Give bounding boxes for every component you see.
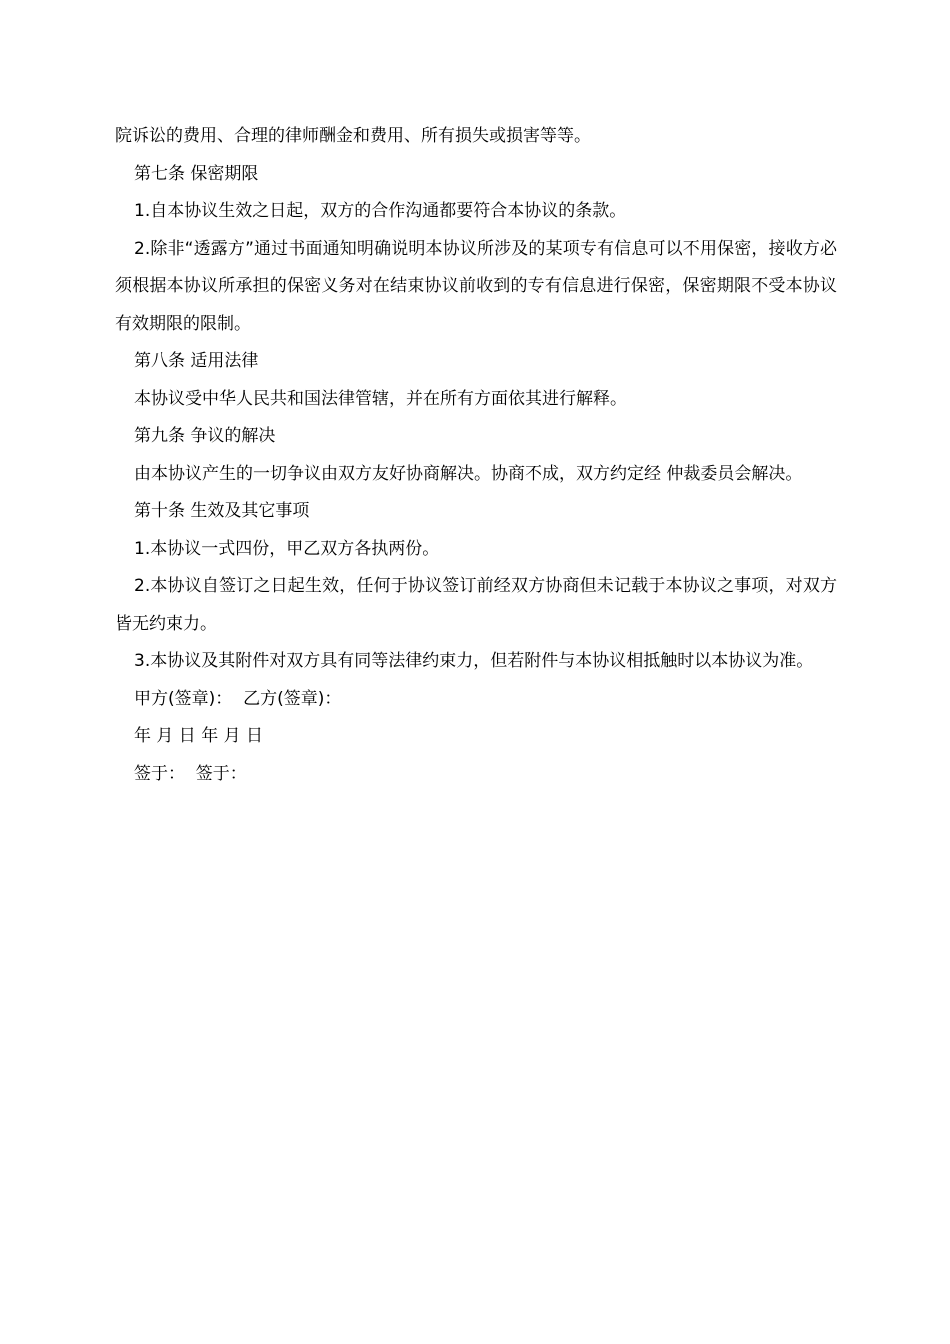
article-8-title: 第八条 适用法律 <box>134 351 259 371</box>
place-line: 签于： 签于： <box>134 763 247 784</box>
date-line: 年 月 日 年 月 日 <box>134 726 264 746</box>
article-9-body: 由本协议产生的一切争议由双方友好协商解决。协商不成，双方约定经 仲裁委员会解决。 <box>134 463 803 484</box>
document-page <box>115 118 837 793</box>
article-10-item-1: 1.本协议一式四份，甲乙双方各执两份。 <box>134 538 440 559</box>
article-10-title: 第十条 生效及其它事项 <box>134 501 310 521</box>
article-10-item-2: 2.本协议自签订之日起生效，任何于协议签订前经双方协商但未记载于本协议之事项，对双方皆无约束力。 <box>115 576 837 634</box>
continued-text-line: 院诉讼的费用、合理的律师酬金和费用、所有损失或损害等等。 <box>115 126 591 146</box>
article-8-body: 本协议受中华人民共和国法律管辖，并在所有方面依其进行解释。 <box>134 388 627 409</box>
article-7-item-2: 2.除非“透露方”通过书面通知明确说明本协议所涉及的某项专有信息可以不用保密，接收方必须根据本协议所承担的保密义务对在结束协议前收到的专有信息进行保密，保密期限不受本协议有效期限的限制。 <box>115 238 837 334</box>
article-7-item-1: 1.自本协议生效之日起，双方的合作沟通都要符合本协议的条款。 <box>134 201 627 221</box>
article-9-title: 第九条 争议的解决 <box>134 426 276 446</box>
signature-line: 甲方(签章)： 乙方(签章)： <box>134 688 342 709</box>
article-10-item-3: 3.本协议及其附件对双方具有同等法律约束力，但若附件与本协议相抵触时以本协议为准。 <box>134 651 814 671</box>
article-7-title: 第七条 保密期限 <box>134 163 259 184</box>
